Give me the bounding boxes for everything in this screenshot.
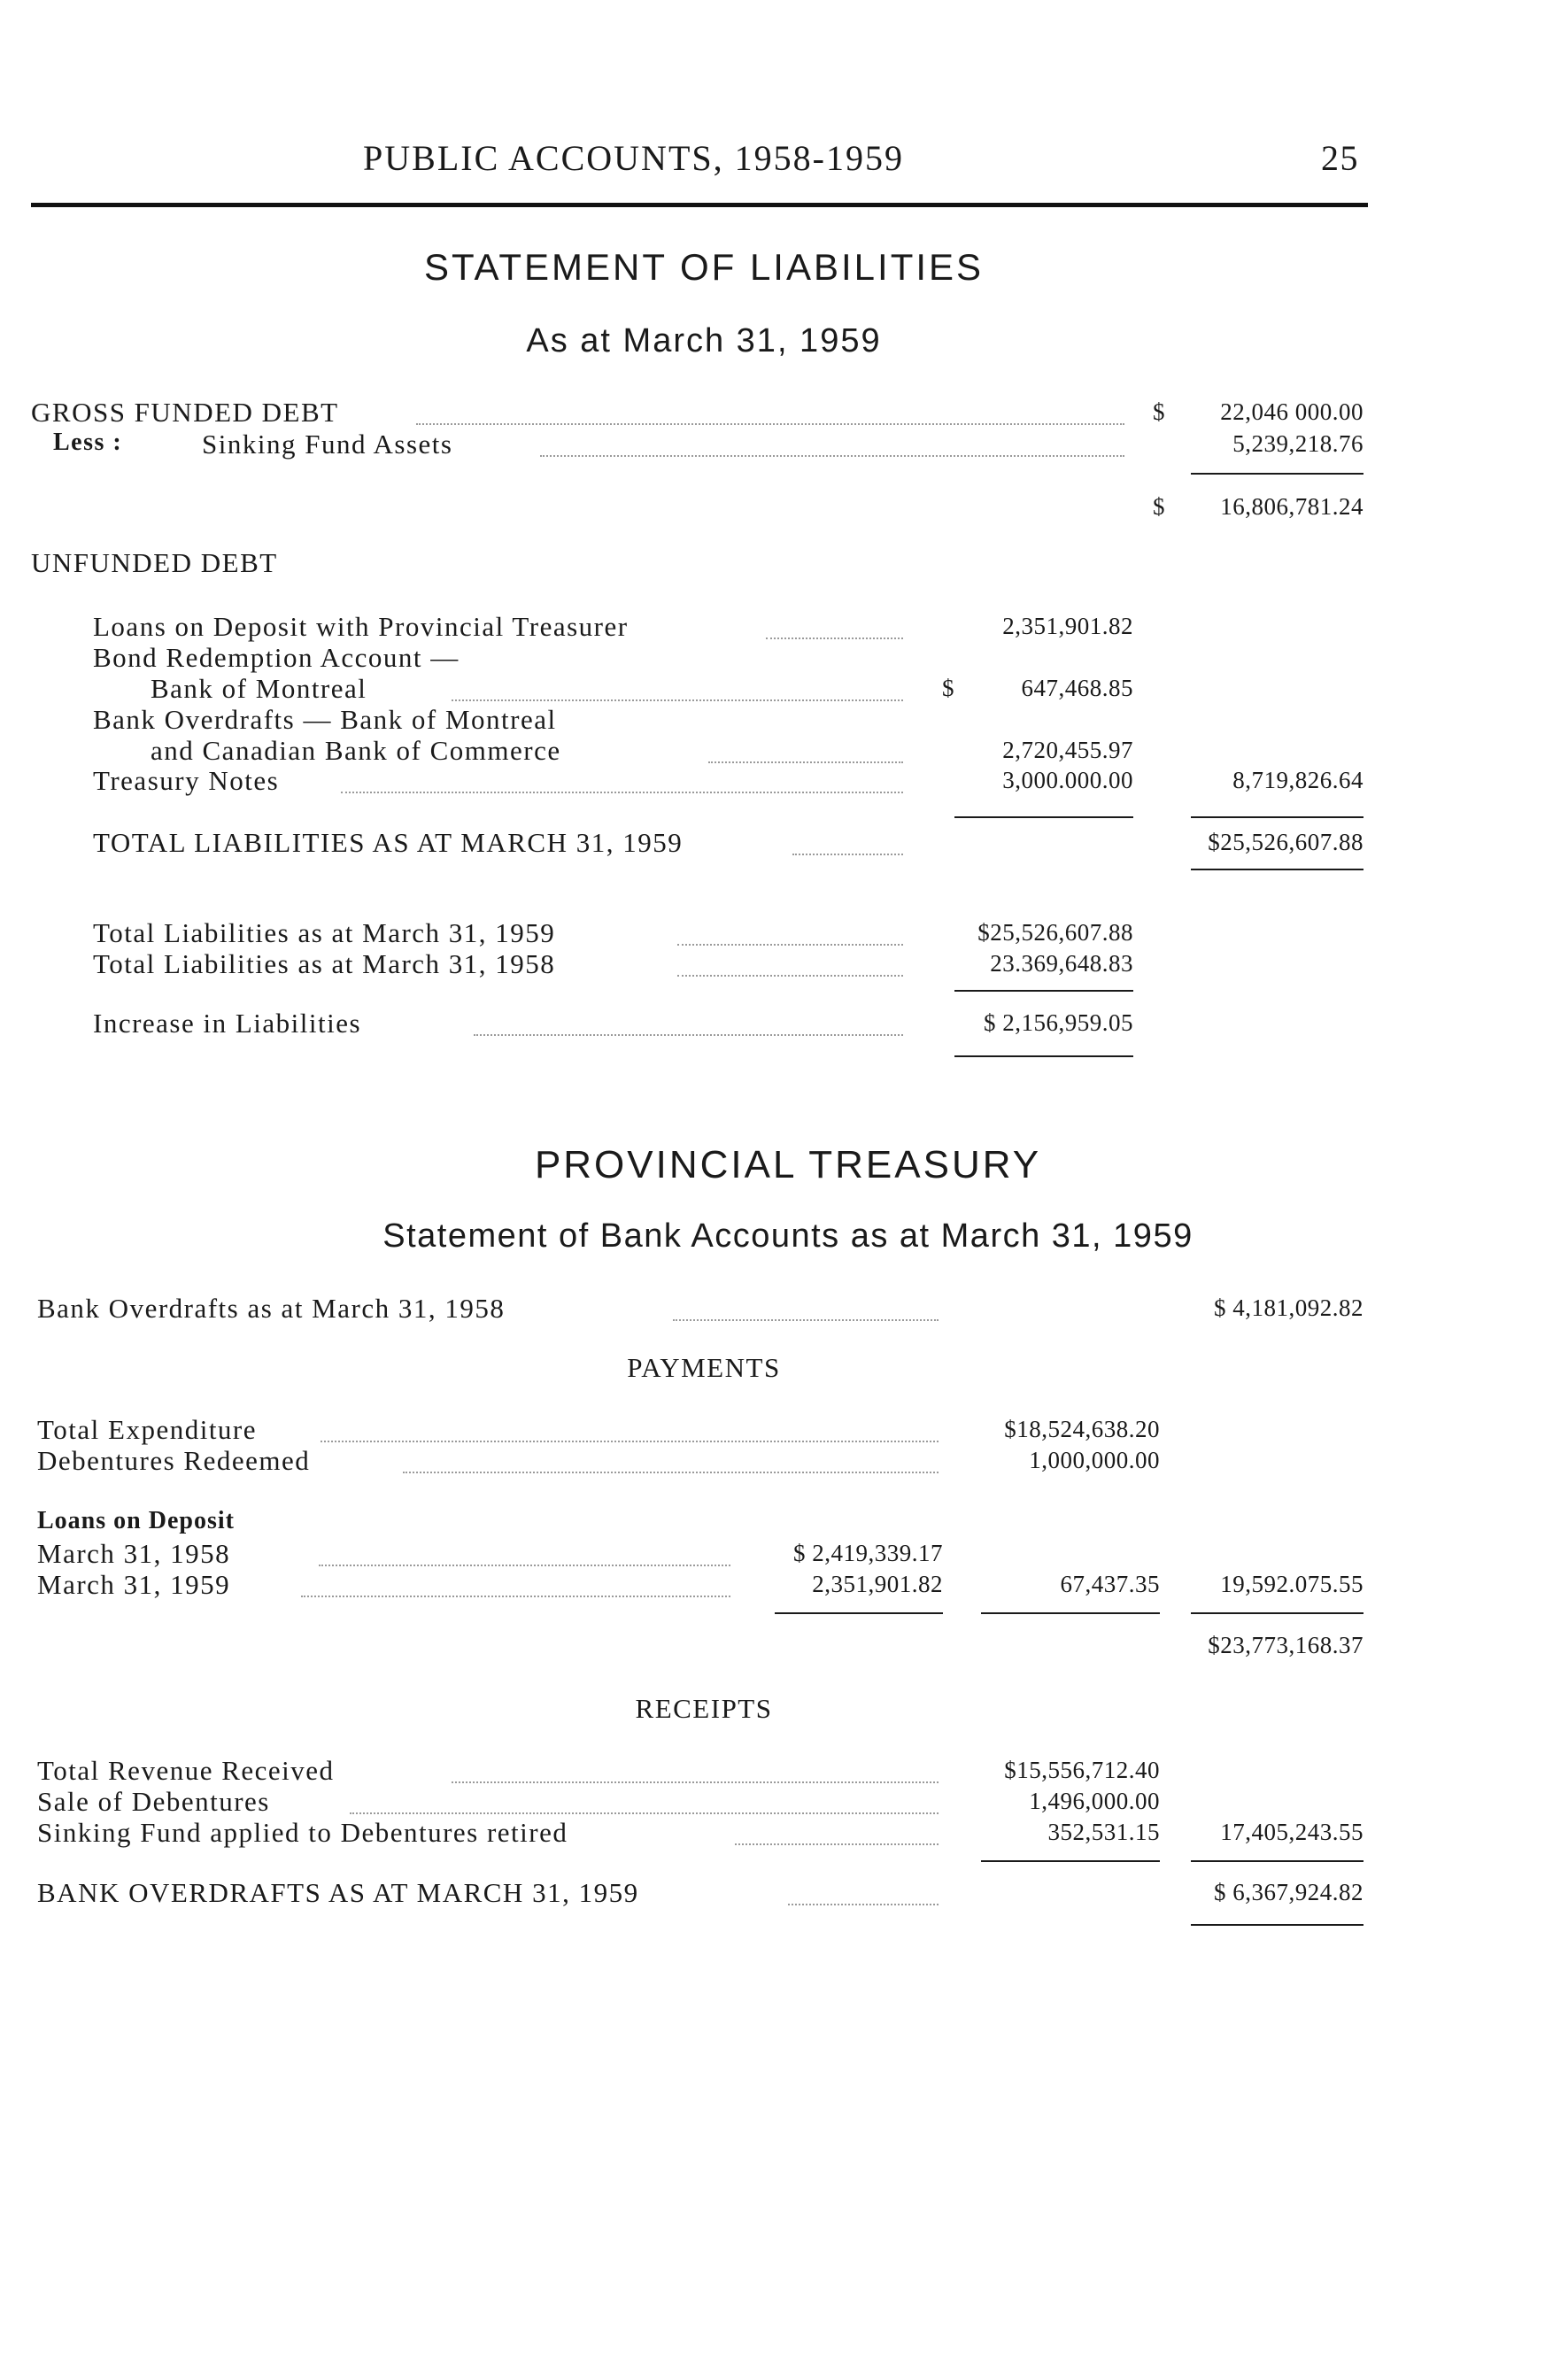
sum-rule [1191, 1860, 1363, 1862]
leader-dots [403, 1472, 939, 1473]
receipts-total-amount: 17,405,243.55 [1220, 1819, 1363, 1845]
treasury-title: PROVINCIAL TREASURY [534, 1143, 1042, 1186]
increase-amount: $ 2,156,959.05 [984, 1009, 1133, 1036]
currency-sign: $ [942, 675, 954, 701]
running-title: PUBLIC ACCOUNTS, 1958-1959 [363, 138, 904, 178]
leader-dots [735, 1843, 939, 1845]
sum-rule [954, 990, 1133, 992]
opening-overdrafts-label: Bank Overdrafts as at March 31, 1958 [37, 1293, 506, 1324]
leader-dots [341, 792, 903, 793]
sinking-fund-applied-amount: 352,531.15 [1047, 1819, 1160, 1845]
canadian-bank-label: and Canadian Bank of Commerce [151, 735, 561, 766]
leader-dots [766, 638, 903, 639]
unfunded-debt-heading: UNFUNDED DEBT [31, 547, 278, 578]
leader-dots [350, 1812, 939, 1814]
sum-rule [981, 1860, 1160, 1862]
net-funded-debt-amount: 16,806,781.24 [1220, 493, 1363, 520]
sum-rule [954, 816, 1133, 818]
opening-overdrafts-amount: $ 4,181,092.82 [1214, 1294, 1363, 1321]
receipts-heading: RECEIPTS [635, 1693, 773, 1724]
loans-1959-amount: 2,351,901.82 [812, 1571, 943, 1597]
leader-dots [792, 854, 903, 855]
bond-redemption-amount: 647,468.85 [1021, 675, 1133, 701]
loans-on-deposit-amount: 2,351,901.82 [1002, 613, 1133, 639]
treasury-notes-amount: 3,000.000.00 [1002, 767, 1133, 793]
header-rule [31, 203, 1368, 207]
loans-1958-amount: $ 2,419,339.17 [793, 1540, 943, 1566]
leader-dots [321, 1441, 939, 1442]
loans-on-deposit-label: Loans on Deposit with Provincial Treasurer [93, 611, 629, 642]
unfunded-total-amount: 8,719,826.64 [1232, 767, 1363, 793]
sinking-fund-amount: 5,239,218.76 [1232, 430, 1363, 457]
comparison-1958-amount: 23.369,648.83 [990, 950, 1133, 977]
loans-1958-label: March 31, 1958 [37, 1538, 231, 1569]
total-expenditure-amount: $18,524,638.20 [1004, 1416, 1160, 1442]
page-number: 25 [1321, 138, 1359, 178]
subtotal-amount: $23,773,168.37 [1208, 1632, 1363, 1658]
closing-overdrafts-label: BANK OVERDRAFTS AS AT MARCH 31, 1959 [37, 1877, 639, 1908]
comparison-1958-label: Total Liabilities as at March 31, 1958 [93, 948, 556, 979]
gross-funded-debt-label: GROSS FUNDED DEBT [31, 397, 339, 428]
total-rule [1191, 1924, 1363, 1926]
payments-total-amount: 19,592.075.55 [1220, 1571, 1363, 1597]
sinking-fund-label: Sinking Fund Assets [202, 429, 453, 460]
sum-rule [1191, 473, 1363, 475]
liabilities-title: STATEMENT OF LIABILITIES [423, 246, 985, 288]
total-rule [1191, 869, 1363, 870]
currency-sign: $ [1153, 398, 1165, 425]
leader-dots [677, 975, 903, 977]
bond-redemption-label: Bond Redemption Account — [93, 642, 460, 673]
comparison-1959-label: Total Liabilities as at March 31, 1959 [93, 917, 556, 948]
loans-heading: Loans on Deposit [37, 1507, 235, 1534]
leader-dots [788, 1904, 939, 1905]
total-expenditure-label: Total Expenditure [37, 1414, 258, 1445]
total-revenue-label: Total Revenue Received [37, 1755, 335, 1786]
sale-of-debentures-label: Sale of Debentures [37, 1786, 270, 1817]
leader-dots [301, 1596, 730, 1597]
sum-rule [981, 1612, 1160, 1614]
payments-heading: PAYMENTS [627, 1352, 781, 1383]
total-revenue-amount: $15,556,712.40 [1004, 1757, 1160, 1783]
treasury-subtitle: Statement of Bank Accounts as at March 31, 1959 [382, 1217, 1194, 1255]
sum-rule [1191, 1612, 1363, 1614]
leader-dots [708, 761, 903, 763]
currency-sign: $ [1153, 493, 1165, 520]
sale-of-debentures-amount: 1,496,000.00 [1029, 1788, 1160, 1814]
sum-rule [775, 1612, 943, 1614]
leader-dots [452, 1781, 939, 1783]
gross-funded-debt-amount: 22,046 000.00 [1220, 398, 1363, 425]
debentures-redeemed-label: Debentures Redeemed [37, 1445, 311, 1476]
total-rule [954, 1055, 1133, 1057]
leader-dots [452, 699, 903, 701]
leader-dots [416, 423, 1124, 425]
total-liabilities-amount: $25,526,607.88 [1208, 829, 1363, 855]
sinking-fund-applied-label: Sinking Fund applied to Debentures retired [37, 1817, 568, 1848]
comparison-1959-amount: $25,526,607.88 [977, 919, 1133, 946]
treasury-notes-label: Treasury Notes [93, 765, 280, 796]
loans-difference-amount: 67,437.35 [1060, 1571, 1160, 1597]
bank-overdrafts-amount: 2,720,455.97 [1002, 737, 1133, 763]
bank-overdrafts-label: Bank Overdrafts — Bank of Montreal [93, 704, 557, 735]
debentures-redeemed-amount: 1,000,000.00 [1029, 1447, 1160, 1473]
increase-label: Increase in Liabilities [93, 1008, 362, 1039]
liabilities-subtitle: As at March 31, 1959 [526, 322, 882, 359]
leader-dots [540, 455, 1124, 457]
loans-1959-label: March 31, 1959 [37, 1569, 231, 1600]
leader-dots [319, 1565, 730, 1566]
closing-overdrafts-amount: $ 6,367,924.82 [1214, 1879, 1363, 1905]
leader-dots [677, 944, 903, 946]
leader-dots [474, 1034, 903, 1036]
bank-of-montreal-label: Bank of Montreal [151, 673, 367, 704]
sum-rule [1191, 816, 1363, 818]
leader-dots [673, 1319, 939, 1321]
less-prefix: Less : [53, 429, 123, 456]
total-liabilities-label: TOTAL LIABILITIES AS AT MARCH 31, 1959 [93, 827, 684, 858]
